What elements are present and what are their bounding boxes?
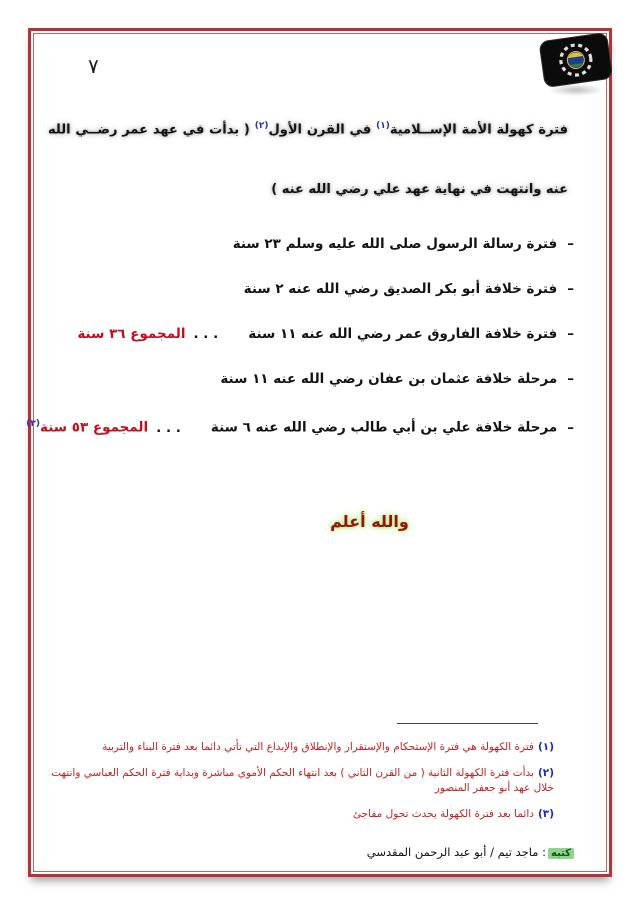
dash-bullet: –: [567, 236, 574, 252]
footnote-separator-line: [397, 723, 538, 724]
list-item-text: فترة خلافة الفاروق عمر رضي الله عنه ١١ سنة: [248, 326, 558, 342]
page-number: ٧: [88, 54, 99, 78]
footnote-1: [40, 740, 554, 755]
dash-bullet: –: [567, 326, 574, 342]
ellipsis: . . .: [193, 326, 219, 342]
footnote-number: (١): [537, 741, 554, 753]
heading-text-1: فترة كهولة الأمة الإســلامية: [389, 122, 568, 138]
footnote-number: (٣): [537, 808, 554, 820]
dash-bullet: –: [567, 281, 574, 297]
list-item-text: فترة رسالة الرسول صلى الله عليه وسلم ٢٣ سنة: [232, 236, 558, 252]
written-by-label: كتبه: [548, 848, 574, 859]
list-item-text: فترة خلافة أبو بكر الصديق رضي الله عنه ٢ سنة: [243, 281, 558, 297]
heading-text-2: في القرن الأول: [268, 122, 377, 138]
author-line: [60, 845, 574, 859]
footnote-3: [40, 807, 554, 822]
footnote-ref-1: (١): [376, 121, 390, 131]
footnote-ref-3: (٣): [26, 419, 41, 429]
ellipsis: . . .: [156, 419, 181, 436]
logo-reflection: [548, 84, 604, 96]
footnote-2: [40, 766, 554, 796]
total-years: المجموع ٥٣ سنة: [40, 419, 149, 436]
periods-list: [26, 232, 574, 461]
footnote-text: بدأت فترة الكهولة الثانية ( من القرن الثاني ) بعد انتهاء الحكم الأموي مباشرة وبداية فترة الحكم العباسي وانتهت خلال عهد أبو جعفر المنصور: [51, 767, 554, 794]
list-item: [55, 277, 574, 302]
footnote-number: (٢): [537, 767, 554, 779]
footnote-ref-2: (٢): [254, 121, 269, 131]
footnotes: [40, 740, 554, 833]
footnote-text: فترة الكهولة هي فترة الإستحكام والإستقرار والإنطلاق والإبداع التي تأتي دائما بعد فترة البناء والتربية: [102, 741, 534, 753]
page-title: [48, 96, 568, 220]
list-item-text: مرحلة خلافة علي بن أبي طالب رضي الله عنه ٦ سنة: [210, 419, 558, 436]
dash-bullet: –: [567, 419, 574, 436]
list-item: [55, 367, 574, 392]
list-item: [26, 412, 574, 441]
list-item: [55, 322, 574, 347]
list-item: [55, 232, 574, 257]
dash-bullet: –: [567, 371, 574, 387]
closing-phrase: والله أعلم: [330, 512, 409, 531]
total-years: المجموع ٣٦ سنة: [77, 326, 186, 342]
heading-text-3: ( بدأت في عهد عمر رضــي الله عنه وانتهت في نهاية عهد علي رضي الله عنه ): [48, 122, 568, 198]
list-item-text: مرحلة خلافة عثمان بن عفان رضي الله عنه ١١ سنة: [220, 371, 558, 387]
author-name: : ماجد تيم / أبو عبد الرحمن المقدسي: [366, 845, 546, 859]
footnote-text: دائما بعد فترة الكهولة يحدث تحول مفاجئ: [352, 808, 534, 820]
